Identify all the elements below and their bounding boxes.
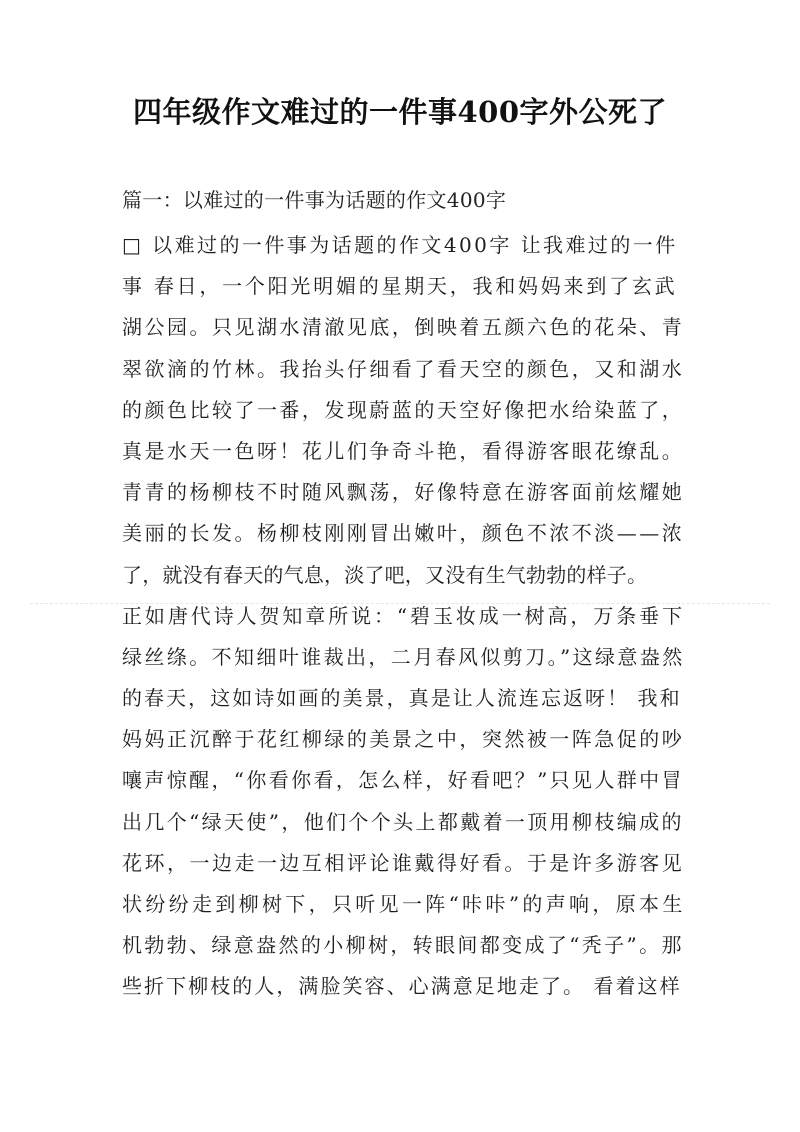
body-line: 出几个“绿天使”，他们个个头上都戴着一顶用柳枝编成的 <box>122 809 684 834</box>
body-line: 青青的杨柳枝不时随风飘荡，好像特意在游客面前炫耀她 <box>122 480 685 505</box>
body-line: 的颜色比较了一番，发现蔚蓝的天空好像把水给染蓝了， <box>122 397 685 422</box>
document-title: 四年级作文难过的一件事400字外公死了 <box>132 95 668 129</box>
body-line: 真是水天一色呀！花儿们争奇斗艳，看得游客眼花缭乱。 <box>122 438 685 463</box>
body-line: □ 以难过的一件事为话题的作文400字 让我难过的一件 <box>122 233 678 257</box>
body-line: 花环，一边走一边互相评论谁戴得好看。于是许多游客见 <box>122 850 685 875</box>
body-line: 妈妈正沉醉于花红柳绿的美景之中，突然被一阵急促的吵 <box>122 727 685 752</box>
body-line: 翠欲滴的竹林。我抬头仔细看了看天空的颜色，又和湖水 <box>122 356 685 381</box>
body-line: 事 春日，一个阳光明媚的星期天，我和妈妈来到了玄武 <box>122 274 678 299</box>
body-line: 的春天，这如诗如画的美景，真是让人流连忘返呀！ 我和 <box>122 686 682 711</box>
body-line: 美丽的长发。杨柳枝刚刚冒出嫩叶，颜色不浓不淡——浓 <box>122 521 685 546</box>
body-line: 些折下柳枝的人，满脸笑容、心满意足地走了。 看着这样 <box>122 974 682 999</box>
body-line: 了，就没有春天的气息，淡了吧，又没有生气勃勃的样子。 <box>122 562 648 587</box>
body-line: 正如唐代诗人贺知章所说：“碧玉妆成一树高，万条垂下 <box>122 603 685 628</box>
body-line: 绿丝绦。不知细叶谁裁出，二月春风似剪刀。”这绿意盎然 <box>122 644 685 669</box>
body-line: 湖公园。只见湖水清澈见底，倒映着五颜六色的花朵、青 <box>122 315 685 340</box>
body-line: 嚷声惊醒，“你看你看，怎么样，好看吧？”只见人群中冒 <box>122 768 684 793</box>
article-body <box>122 229 686 1012</box>
body-line: 机勃勃、绿意盎然的小柳树，转眼间都变成了“秃子”。那 <box>122 933 684 958</box>
article-subtitle: 篇一：以难过的一件事为话题的作文400字 <box>122 188 507 212</box>
body-line: 状纷纷走到柳树下，只听见一阵“咔咔”的声响，原本生 <box>122 892 686 916</box>
